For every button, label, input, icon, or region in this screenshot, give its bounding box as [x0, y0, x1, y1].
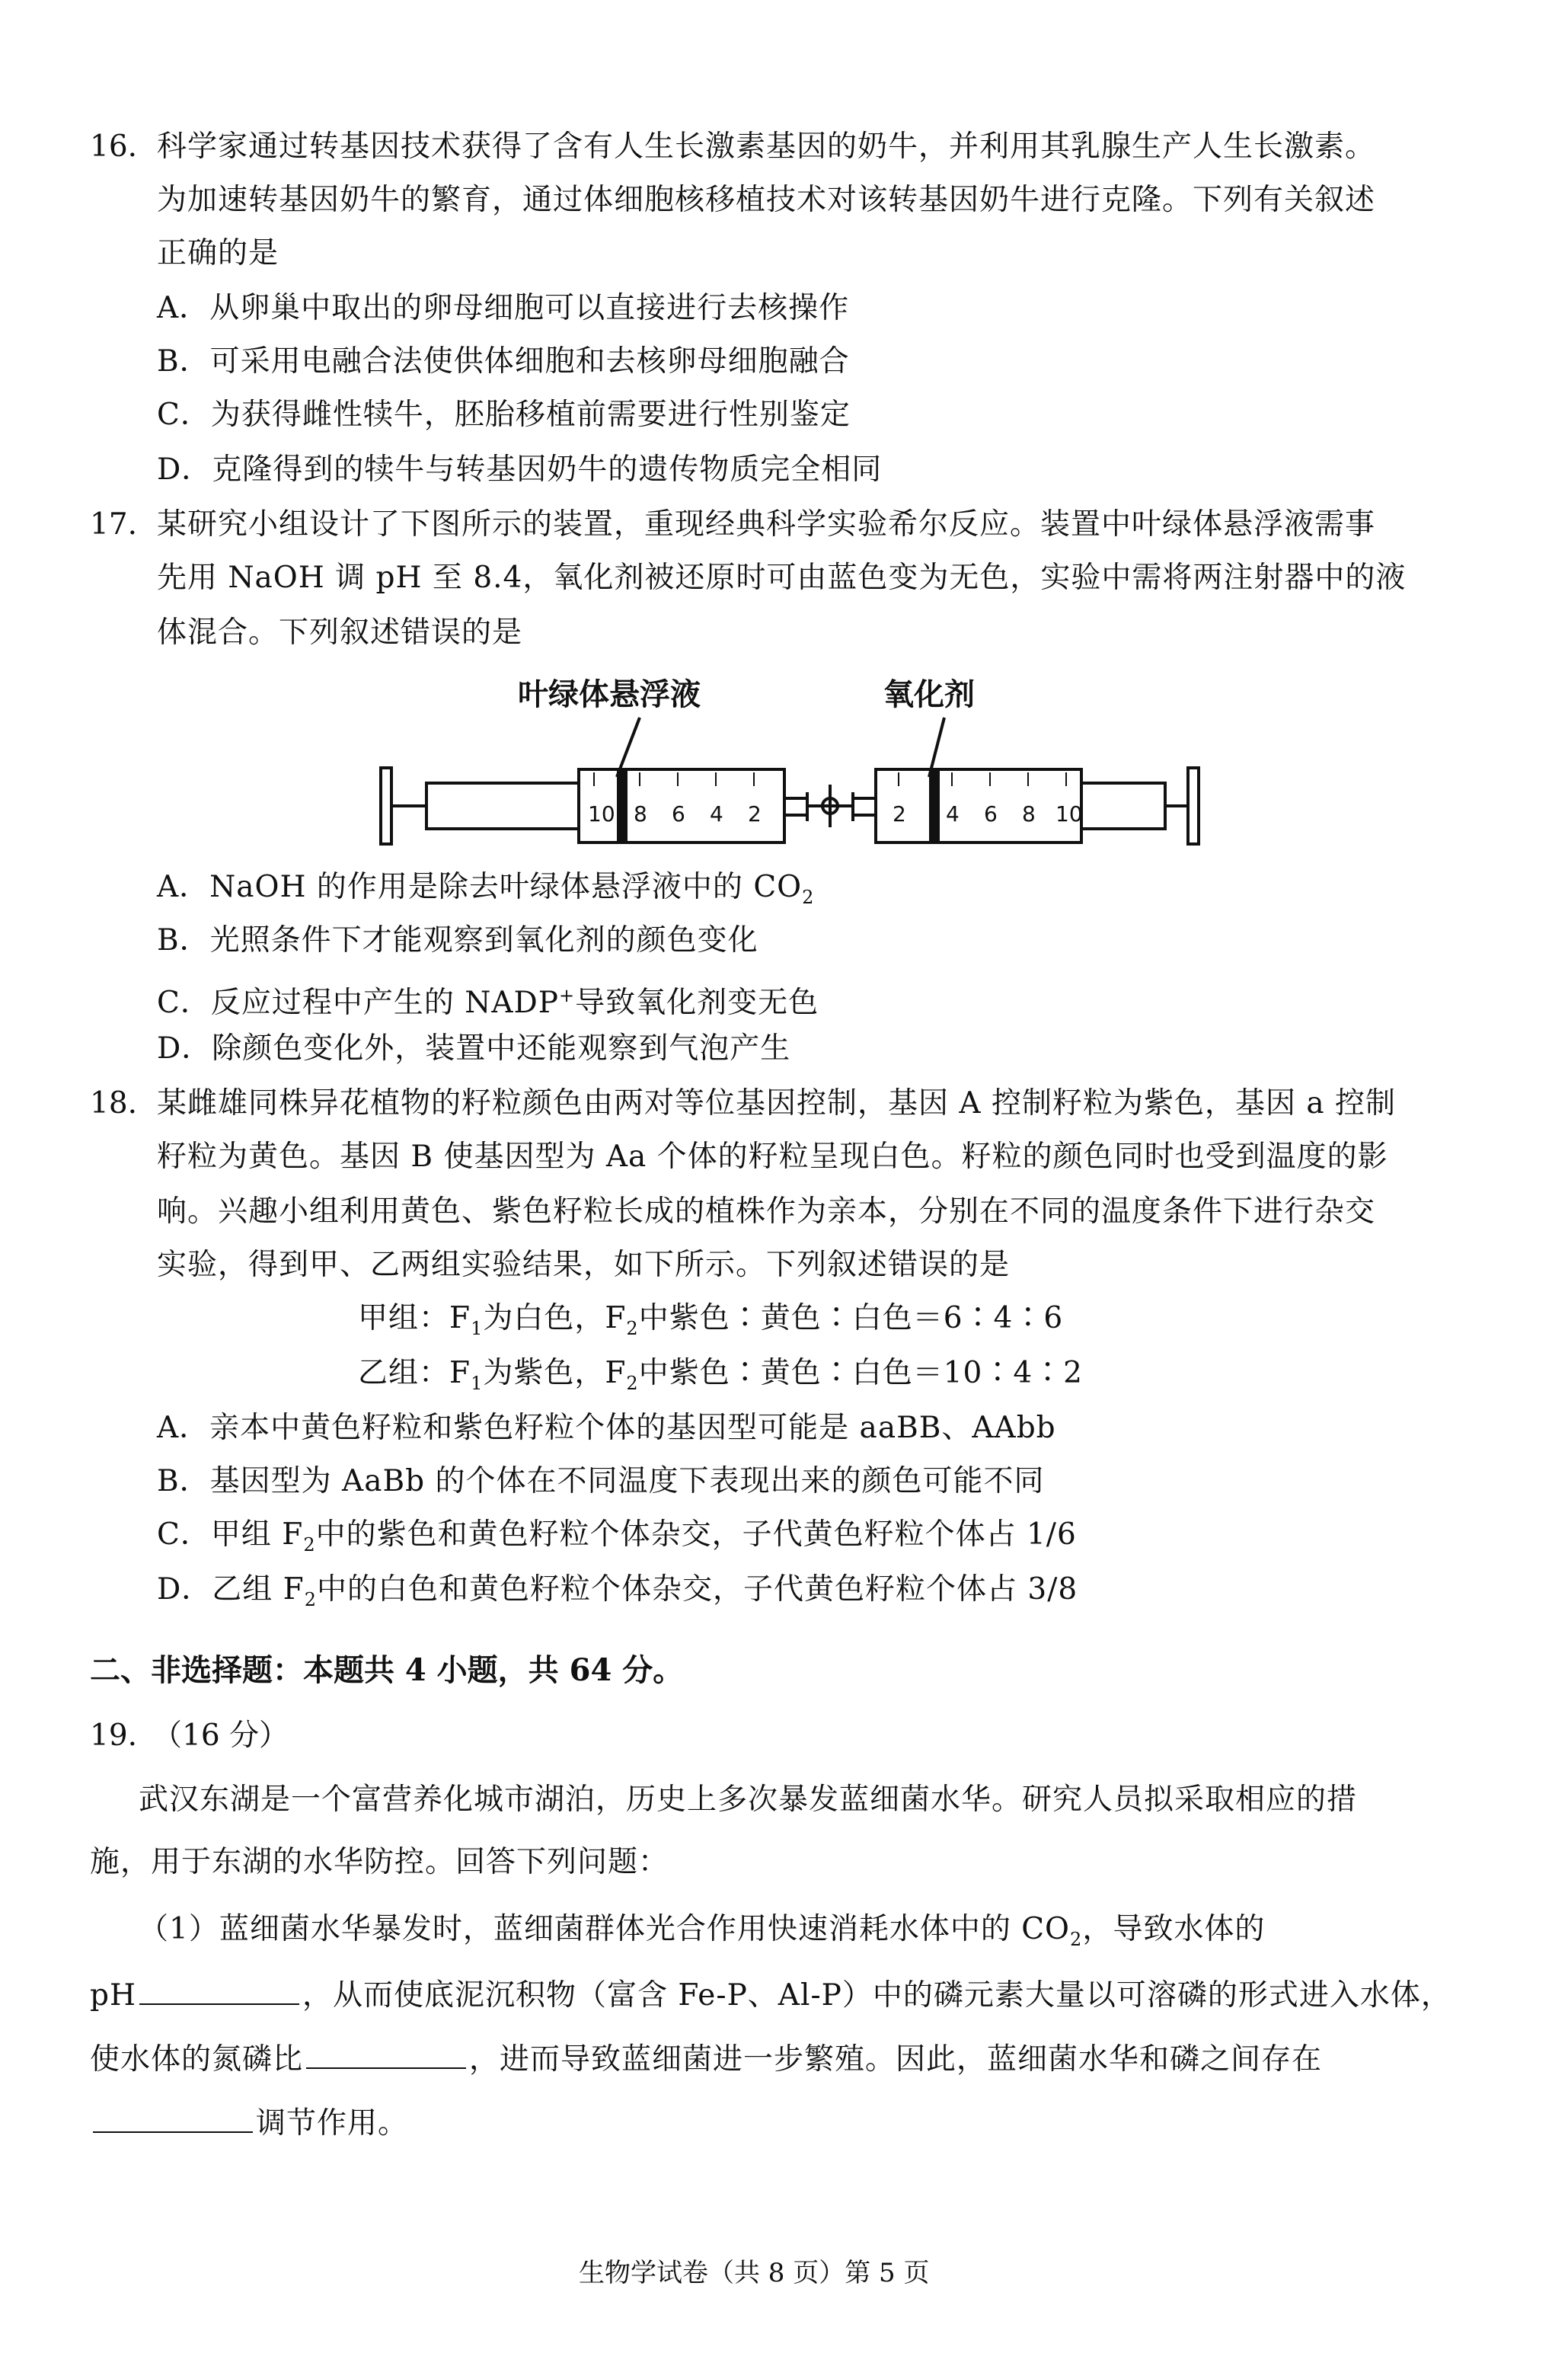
q18-option-c-text: C．甲组 F [157, 1517, 304, 1552]
q18-stem-line4: 实验，得到甲、乙两组实验结果，如下所示。下列叙述错误的是 [157, 1248, 1011, 1282]
q17-stem-line2: 先用 NaOH 调 pH 至 8.4，氧化剂被还原时可由蓝色变为无色，实验中需将两注射器中的液 [157, 561, 1407, 595]
q17-option-c [157, 977, 819, 1022]
figure-label-chloroplast: 叶绿体悬浮液 [518, 677, 701, 712]
nadp-superscript: + [559, 985, 576, 1006]
q19-part1-line4-text: 调节作用。 [256, 2106, 409, 2141]
answer-blank-2[interactable] [306, 2038, 466, 2069]
q19-part1-line3-text: 使水体的氮磷比 [90, 2042, 304, 2077]
q17-option-b: B．光照条件下才能观察到氧化剂的颜色变化 [157, 923, 758, 958]
q16-stem-line3: 正确的是 [157, 236, 279, 270]
q19-part1-line2-text: ，从而使底泥沉积物（富含 Fe-P、Al-P）中的磷元素大量以可溶磷的形式进入水体， [302, 1978, 1451, 2013]
q16-option-a: A．从卵巢中取出的卵母细胞可以直接进行去核操作 [157, 291, 850, 325]
q18-stem-line2: 籽粒为黄色。基因 B 使基因型为 Aa 个体的籽粒呈现白色。籽粒的颜色同时也受到温度的影 [157, 1140, 1388, 1174]
q17-number: 17. [90, 507, 138, 542]
figure-label-oxidant: 氧化剂 [883, 677, 975, 712]
q19-part1-line1 [139, 1910, 1265, 1958]
q17-option-a [157, 868, 814, 916]
section-title: 二、非选择题：本题共 4 小题，共 64 分。 [90, 1652, 684, 1688]
q19-part1-line3 [90, 2038, 1322, 2079]
q18-option-d-text-post: 中的白色和黄色籽粒个体杂交，子代黄色籽粒个体占 3/8 [317, 1572, 1078, 1607]
q16-option-c: C．为获得雌性犊牛，胚胎移植前需要进行性别鉴定 [157, 398, 851, 432]
left-tick-label: 6 [672, 801, 685, 827]
left-tick-label: 4 [710, 801, 723, 827]
group1-text-a: 甲组：F [358, 1301, 471, 1335]
right-tick-label: 10 [1055, 801, 1083, 827]
f2-subscript: 2 [626, 1317, 639, 1339]
q16-option-b: B．可采用电融合法使供体细胞和去核卵母细胞融合 [157, 344, 850, 379]
left-tick-label: 8 [634, 801, 647, 827]
right-tick-label: 6 [984, 801, 998, 827]
q18-group2 [358, 1354, 1083, 1402]
q18-option-a: A．亲本中黄色籽粒和紫色籽粒个体的基因型可能是 aaBB、AAbb [157, 1411, 1056, 1445]
right-tick-label: 4 [946, 801, 960, 827]
q18-group1 [358, 1300, 1063, 1348]
q18-option-c-text-post: 中的紫色和黄色籽粒个体杂交，子代黄色籽粒个体占 1/6 [315, 1517, 1077, 1552]
q19-part1-line3-text-post: ，进而导致蓝细菌进一步繁殖。因此，蓝细菌水华和磷之间存在 [469, 2042, 1323, 2077]
q18-stem-line1: 某雌雄同株异花植物的籽粒颜色由两对等位基因控制，基因 A 控制籽粒为紫色，基因 a 控制 [157, 1086, 1397, 1121]
q17-option-c-text-post: 导致氧化剂变无色 [575, 986, 819, 1020]
q18-option-c [157, 1516, 1077, 1564]
q19-score: （16 分） [152, 1719, 289, 1753]
q19-part1-line4 [90, 2102, 408, 2143]
page-footer: 生物学试卷（共 8 页）第 5 页 [579, 2258, 930, 2288]
group2-text-b: 为紫色，F [483, 1356, 627, 1390]
f1-subscript: 1 [471, 1372, 484, 1394]
group2-text-c: 中紫色∶黄色∶白色＝10∶4∶2 [638, 1356, 1083, 1390]
q19-part1-line2 [90, 1974, 1451, 2015]
group1-text-c: 中紫色∶黄色∶白色＝6∶4∶6 [638, 1301, 1064, 1335]
q17-stem-line1: 某研究小组设计了下图所示的装置，重现经典科学实验希尔反应。装置中叶绿体悬浮液需事 [157, 507, 1376, 542]
group2-text-a: 乙组：F [358, 1356, 471, 1390]
right-tick-label: 8 [1022, 801, 1036, 827]
left-tick-label: 10 [588, 801, 615, 827]
q18-option-d-text: D．乙组 F [157, 1572, 305, 1607]
co2-subscript: 2 [1070, 1928, 1083, 1950]
syringe-diagram [366, 670, 1211, 853]
q19-number: 19. [90, 1719, 138, 1753]
q17-stem-line3: 体混合。下列叙述错误的是 [157, 615, 523, 650]
co2-subscript: 2 [802, 886, 815, 908]
answer-blank-3[interactable] [93, 2102, 253, 2133]
f2-subscript: 2 [303, 1533, 316, 1555]
q17-option-a-text: A．NaOH 的作用是除去叶绿体悬浮液中的 CO [157, 870, 803, 904]
left-tick-label: 2 [748, 801, 762, 827]
f2-subscript: 2 [304, 1588, 318, 1610]
q18-option-b: B．基因型为 AaBb 的个体在不同温度下表现出来的颜色可能不同 [157, 1464, 1045, 1498]
q17-option-c-text: C．反应过程中产生的 NADP [157, 986, 560, 1020]
answer-blank-1[interactable] [139, 1974, 299, 2005]
q19-part1-text-post: ，导致水体的 [1082, 1912, 1266, 1946]
syringe-figure [366, 670, 1211, 853]
right-tick-label: 2 [893, 801, 906, 827]
q19-intro-line2: 施，用于东湖的水华防控。回答下列问题： [90, 1845, 669, 1879]
f2-subscript: 2 [626, 1372, 639, 1394]
q17-option-d: D．除颜色变化外，装置中还能观察到气泡产生 [157, 1031, 791, 1066]
ph-label: pH [90, 1978, 136, 2013]
q18-stem-line3: 响。兴趣小组利用黄色、紫色籽粒长成的植株作为亲本，分别在不同的温度条件下进行杂交 [157, 1194, 1376, 1229]
f1-subscript: 1 [471, 1317, 484, 1339]
q18-number: 18. [90, 1086, 138, 1121]
q16-stem-line2: 为加速转基因奶牛的繁育，通过体细胞核移植技术对该转基因奶牛进行克隆。下列有关叙述 [157, 183, 1376, 217]
q19-intro-line1: 武汉东湖是一个富营养化城市湖泊，历史上多次暴发蓝细菌水华。研究人员拟采取相应的措 [139, 1782, 1358, 1817]
q18-option-d [157, 1571, 1078, 1619]
q16-stem-line1: 科学家通过转基因技术获得了含有人生长激素基因的奶牛，并利用其乳腺生产人生长激素。 [157, 129, 1376, 164]
q16-number: 16. [90, 129, 138, 164]
q19-part1-text: （1）蓝细菌水华暴发时，蓝细菌群体光合作用快速消耗水体中的 CO [139, 1912, 1071, 1946]
group1-text-b: 为白色，F [483, 1301, 627, 1335]
q16-option-d: D．克隆得到的犊牛与转基因奶牛的遗传物质完全相同 [157, 452, 883, 487]
